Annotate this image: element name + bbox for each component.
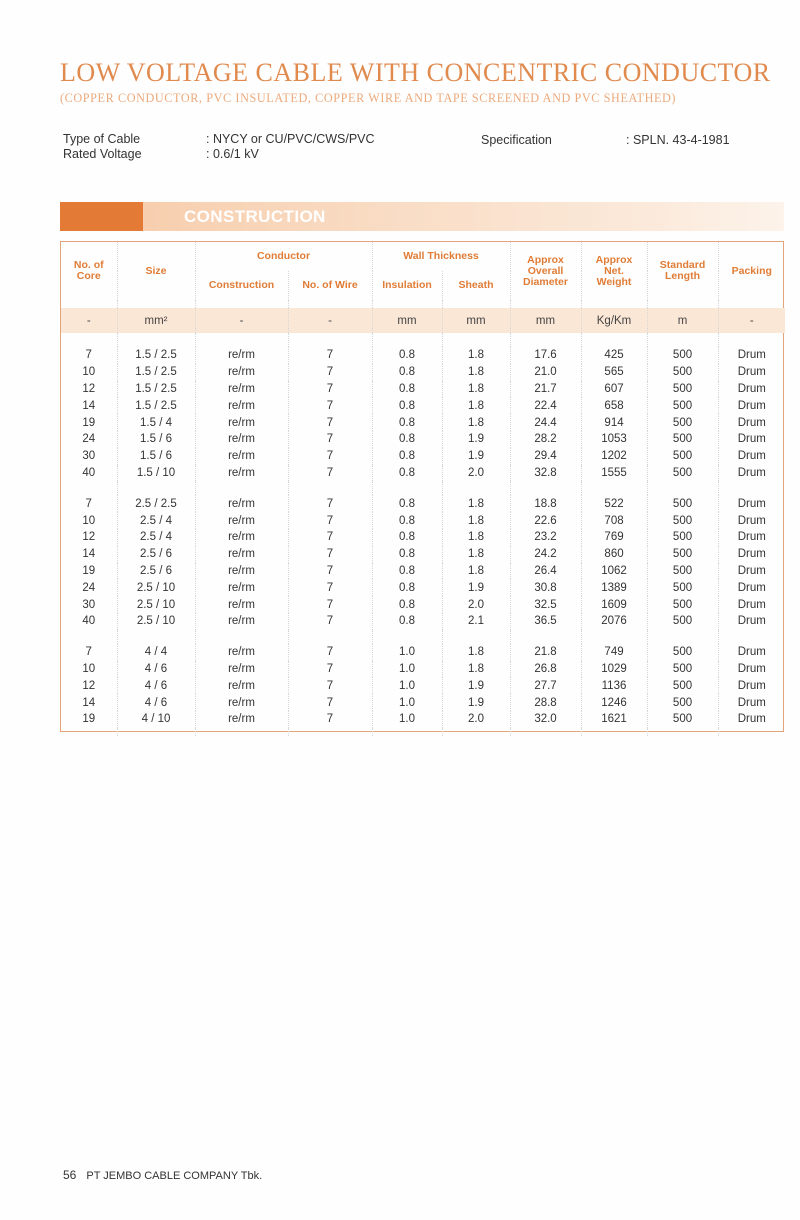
table-cell: 1.0 — [372, 694, 442, 711]
table-cell: 914 — [581, 414, 647, 431]
table-cell: 500 — [647, 495, 718, 512]
specification-value: : SPLN. 43-4-1981 — [626, 133, 730, 147]
table-cell: 24 — [82, 581, 96, 594]
table-cell: 1.5 / 4 — [117, 414, 195, 431]
table-cell: 7 — [288, 414, 372, 431]
table-cell: re/rm — [195, 364, 288, 381]
table-cell: 7 — [288, 512, 372, 529]
table-cell: 7 — [288, 465, 372, 482]
table-cell: 1389 — [581, 579, 647, 596]
table-cell: 1.5 / 2.5 — [117, 397, 195, 414]
table-cell: Drum — [718, 347, 785, 364]
table-cell: 1.5 / 2.5 — [117, 347, 195, 364]
table-cell: 500 — [647, 364, 718, 381]
table-cell: Drum — [718, 495, 785, 512]
table-row — [61, 381, 785, 398]
table-cell: 2.5 / 4 — [117, 529, 195, 546]
table-cell: re/rm — [195, 347, 288, 364]
table-cell: 40 — [82, 466, 96, 479]
table-cell: re/rm — [195, 563, 288, 580]
table-row — [61, 465, 785, 482]
table-cell: Drum — [718, 512, 785, 529]
table-cell: 7 — [288, 347, 372, 364]
table-cell: 0.8 — [372, 579, 442, 596]
header-packing: Packing — [718, 242, 785, 300]
header-wall-thickness: Wall Thickness — [372, 242, 510, 271]
construction-table — [61, 242, 785, 736]
type-of-cable-value: : NYCY or CU/PVC/CWS/PVC — [206, 132, 375, 146]
table-cell: 18.8 — [510, 495, 581, 512]
unit-cell: mm — [510, 308, 581, 333]
table-cell: re/rm — [195, 512, 288, 529]
table-cell: 21.0 — [510, 364, 581, 381]
table-cell: 32.5 — [510, 596, 581, 613]
table-cell: 12 — [82, 382, 96, 395]
table-cell: 7 — [85, 349, 92, 362]
table-cell: 0.8 — [372, 364, 442, 381]
table-cell: Drum — [718, 694, 785, 711]
table-cell: 28.2 — [510, 431, 581, 448]
table-cell: 2.5 / 10 — [117, 596, 195, 613]
table-cell: 500 — [647, 397, 718, 414]
page-number: 56 — [63, 1168, 77, 1182]
table-row — [61, 613, 785, 630]
table-cell: 2.5 / 10 — [117, 613, 195, 630]
table-cell: 7 — [85, 646, 92, 659]
table-cell: 1.8 — [442, 397, 510, 414]
table-cell: 1.5 / 2.5 — [117, 381, 195, 398]
table-cell: Drum — [718, 397, 785, 414]
table-cell: 1.8 — [442, 347, 510, 364]
table-cell: Drum — [718, 414, 785, 431]
table-cell: 1.0 — [372, 711, 442, 728]
row-spacer — [61, 630, 785, 644]
table-cell: 23.2 — [510, 529, 581, 546]
table-cell: Drum — [718, 364, 785, 381]
table-cell: 0.8 — [372, 563, 442, 580]
table-cell: 1.5 / 10 — [117, 465, 195, 482]
table-cell: 708 — [581, 512, 647, 529]
table-row — [61, 529, 785, 546]
unit-cell: m — [647, 308, 718, 333]
table-cell: 7 — [85, 497, 92, 510]
table-row — [61, 397, 785, 414]
table-row — [61, 563, 785, 580]
table-row — [61, 694, 785, 711]
table-cell: 24 — [82, 433, 96, 446]
table-cell: re/rm — [195, 465, 288, 482]
table-cell: 7 — [288, 579, 372, 596]
table-cell: 28.8 — [510, 694, 581, 711]
row-spacer — [61, 481, 785, 495]
table-body — [61, 300, 785, 736]
table-cell: 1202 — [581, 448, 647, 465]
table-cell: 1.8 — [442, 529, 510, 546]
table-cell: 40 — [82, 615, 96, 628]
table-cell: 0.8 — [372, 431, 442, 448]
table-cell: re/rm — [195, 677, 288, 694]
table-cell: 1555 — [581, 465, 647, 482]
table-cell: 0.8 — [372, 465, 442, 482]
header-conductor: Conductor — [195, 242, 372, 271]
unit-cell: - — [195, 308, 288, 333]
table-cell: 14 — [82, 696, 96, 709]
table-row — [61, 448, 785, 465]
table-cell: 0.8 — [372, 397, 442, 414]
table-cell: 1.5 / 6 — [117, 431, 195, 448]
table-cell: Drum — [718, 381, 785, 398]
table-cell: 1029 — [581, 661, 647, 678]
table-row — [61, 364, 785, 381]
table-cell: re/rm — [195, 694, 288, 711]
table-cell: 2.0 — [442, 465, 510, 482]
header-construction: Construction — [195, 271, 288, 300]
header-sheath: Sheath — [442, 271, 510, 300]
table-cell: re/rm — [195, 414, 288, 431]
table-cell: Drum — [718, 563, 785, 580]
table-cell: 1.0 — [372, 644, 442, 661]
table-cell: 500 — [647, 546, 718, 563]
table-cell: 1.0 — [372, 661, 442, 678]
table-cell: Drum — [718, 644, 785, 661]
table-cell: 2.5 / 2.5 — [117, 495, 195, 512]
table-cell: re/rm — [195, 596, 288, 613]
table-cell: 425 — [581, 347, 647, 364]
table-cell: re/rm — [195, 529, 288, 546]
page-footer — [63, 1168, 262, 1182]
table-row — [61, 579, 785, 596]
table-cell: 2076 — [581, 613, 647, 630]
table-cell: Drum — [718, 661, 785, 678]
table-cell: re/rm — [195, 613, 288, 630]
table-cell: 0.8 — [372, 512, 442, 529]
table-cell: Drum — [718, 546, 785, 563]
table-cell: 7 — [288, 431, 372, 448]
table-cell: 12 — [82, 679, 96, 692]
header-no-of-core: No. of Core — [73, 259, 104, 282]
table-cell: 7 — [288, 711, 372, 728]
table-cell: re/rm — [195, 579, 288, 596]
table-cell: 14 — [82, 399, 96, 412]
table-cell: 7 — [288, 644, 372, 661]
rated-voltage-value: : 0.6/1 kV — [206, 147, 259, 161]
table-cell: 1.8 — [442, 512, 510, 529]
table-cell: 36.5 — [510, 613, 581, 630]
table-cell: 500 — [647, 448, 718, 465]
table-cell: 7 — [288, 613, 372, 630]
table-cell: Drum — [718, 613, 785, 630]
table-cell: 7 — [288, 546, 372, 563]
table-cell: 2.5 / 6 — [117, 546, 195, 563]
table-cell: 7 — [288, 661, 372, 678]
table-cell: 7 — [288, 596, 372, 613]
table-cell: 500 — [647, 677, 718, 694]
table-cell: 1062 — [581, 563, 647, 580]
table-cell: 30.8 — [510, 579, 581, 596]
table-cell: 7 — [288, 694, 372, 711]
table-cell: 7 — [288, 563, 372, 580]
table-cell: 10 — [82, 366, 96, 379]
table-row — [61, 512, 785, 529]
table-cell: re/rm — [195, 546, 288, 563]
table-cell: 658 — [581, 397, 647, 414]
table-cell: 4 / 4 — [117, 644, 195, 661]
table-cell: 500 — [647, 563, 718, 580]
table-cell: 1.9 — [442, 579, 510, 596]
table-cell: 19 — [82, 564, 96, 577]
table-cell: Drum — [718, 711, 785, 728]
table-cell: 2.5 / 10 — [117, 579, 195, 596]
table-cell: 1609 — [581, 596, 647, 613]
table-cell: 1.8 — [442, 661, 510, 678]
table-cell: 29.4 — [510, 448, 581, 465]
table-cell: 500 — [647, 381, 718, 398]
table-cell: 27.7 — [510, 677, 581, 694]
table-cell: Drum — [718, 431, 785, 448]
table-cell: 500 — [647, 414, 718, 431]
row-spacer — [61, 333, 785, 347]
table-cell: 32.0 — [510, 711, 581, 728]
table-cell: 1.5 / 2.5 — [117, 364, 195, 381]
table-cell: 565 — [581, 364, 647, 381]
table-cell: 1621 — [581, 711, 647, 728]
table-cell: 1.8 — [442, 546, 510, 563]
company-name: PT JEMBO CABLE COMPANY Tbk. — [86, 1170, 263, 1182]
table-cell: 24.2 — [510, 546, 581, 563]
table-cell: 12 — [82, 531, 96, 544]
table-cell: 500 — [647, 596, 718, 613]
table-cell: 500 — [647, 579, 718, 596]
table-cell: 26.8 — [510, 661, 581, 678]
table-cell: 2.0 — [442, 711, 510, 728]
table-cell: Drum — [718, 448, 785, 465]
table-cell: 1.8 — [442, 414, 510, 431]
table-cell: 607 — [581, 381, 647, 398]
table-cell: 769 — [581, 529, 647, 546]
table-cell: 1.5 / 6 — [117, 448, 195, 465]
table-row — [61, 661, 785, 678]
table-cell: 0.8 — [372, 613, 442, 630]
table-cell: 1.8 — [442, 381, 510, 398]
table-cell: 19 — [82, 416, 96, 429]
section-title: CONSTRUCTION — [184, 207, 326, 226]
header-overall-diameter: Approx Overall Diameter — [510, 242, 581, 300]
table-cell: re/rm — [195, 448, 288, 465]
unit-cell: Kg/Km — [581, 308, 647, 333]
table-row — [61, 711, 785, 728]
table-cell: 1.8 — [442, 495, 510, 512]
table-row — [61, 644, 785, 661]
table-cell: 1.8 — [442, 644, 510, 661]
table-cell: re/rm — [195, 397, 288, 414]
table-cell: 1136 — [581, 677, 647, 694]
table-cell: 4 / 10 — [117, 711, 195, 728]
table-cell: 10 — [82, 662, 96, 675]
table-cell: 500 — [647, 694, 718, 711]
table-cell: 500 — [647, 431, 718, 448]
unit-cell: - — [718, 308, 785, 333]
table-cell: 500 — [647, 661, 718, 678]
table-cell: 17.6 — [510, 347, 581, 364]
table-cell: 2.5 / 4 — [117, 512, 195, 529]
section-banner — [60, 202, 784, 231]
table-cell: 1.9 — [442, 448, 510, 465]
table-cell: Drum — [718, 529, 785, 546]
unit-cell: - — [61, 308, 117, 333]
table-cell: 7 — [288, 364, 372, 381]
table-cell: Drum — [718, 596, 785, 613]
header-standard-length: Standard Length — [647, 242, 718, 300]
table-row — [61, 431, 785, 448]
table-cell: re/rm — [195, 381, 288, 398]
rated-voltage-label: Rated Voltage — [63, 147, 142, 161]
type-of-cable-label: Type of Cable — [63, 132, 141, 146]
row-spacer — [61, 300, 785, 308]
table-cell: re/rm — [195, 711, 288, 728]
unit-cell: mm — [372, 308, 442, 333]
table-cell: 500 — [647, 644, 718, 661]
table-cell: 0.8 — [372, 381, 442, 398]
table-cell: re/rm — [195, 495, 288, 512]
table-cell: 0.8 — [372, 495, 442, 512]
table-cell: 7 — [288, 448, 372, 465]
units-row — [61, 308, 785, 333]
table-cell: Drum — [718, 465, 785, 482]
table-row — [61, 414, 785, 431]
table-cell: 0.8 — [372, 414, 442, 431]
table-cell: re/rm — [195, 661, 288, 678]
table-cell: 26.4 — [510, 563, 581, 580]
table-cell: 500 — [647, 711, 718, 728]
table-cell: 2.0 — [442, 596, 510, 613]
table-cell: 22.4 — [510, 397, 581, 414]
banner-accent-block — [60, 202, 143, 231]
table-cell: 500 — [647, 529, 718, 546]
header-size: Size — [117, 242, 195, 300]
table-cell: 500 — [647, 512, 718, 529]
table-cell: 22.6 — [510, 512, 581, 529]
table-row — [61, 347, 785, 364]
table-cell: 500 — [647, 613, 718, 630]
header-insulation: Insulation — [372, 271, 442, 300]
table-cell: 4 / 6 — [117, 677, 195, 694]
unit-cell: - — [288, 308, 372, 333]
table-cell: 7 — [288, 529, 372, 546]
table-cell: 21.8 — [510, 644, 581, 661]
table-cell: 0.8 — [372, 347, 442, 364]
table-cell: 1246 — [581, 694, 647, 711]
table-cell: 30 — [82, 450, 96, 463]
table-cell: 1.9 — [442, 431, 510, 448]
table-cell: Drum — [718, 677, 785, 694]
table-cell: 0.8 — [372, 529, 442, 546]
table-row — [61, 495, 785, 512]
table-cell: 1.9 — [442, 694, 510, 711]
table-cell: 4 / 6 — [117, 661, 195, 678]
table-cell: 1053 — [581, 431, 647, 448]
table-cell: 19 — [82, 713, 96, 726]
table-cell: 21.7 — [510, 381, 581, 398]
table-row — [61, 677, 785, 694]
table-cell: 7 — [288, 677, 372, 694]
specification-label: Specification — [481, 133, 552, 147]
unit-cell: mm — [442, 308, 510, 333]
table-cell: 1.9 — [442, 677, 510, 694]
table-cell: 4 / 6 — [117, 694, 195, 711]
page-title: LOW VOLTAGE CABLE WITH CONCENTRIC CONDUCTOR — [60, 58, 771, 87]
table-cell: 860 — [581, 546, 647, 563]
table-cell: 522 — [581, 495, 647, 512]
table-cell: 0.8 — [372, 596, 442, 613]
table-cell: 7 — [288, 495, 372, 512]
header-no-of-wire: No. of Wire — [288, 271, 372, 300]
table-cell: 749 — [581, 644, 647, 661]
table-cell: 30 — [82, 598, 96, 611]
table-cell: 10 — [82, 514, 96, 527]
table-cell: 24.4 — [510, 414, 581, 431]
table-cell: 500 — [647, 465, 718, 482]
table-cell: 500 — [647, 347, 718, 364]
table-cell: re/rm — [195, 431, 288, 448]
table-cell: 7 — [288, 381, 372, 398]
table-cell: 1.8 — [442, 563, 510, 580]
table-cell: 14 — [82, 548, 96, 561]
table-cell: re/rm — [195, 644, 288, 661]
table-cell: 2.5 / 6 — [117, 563, 195, 580]
page-subtitle: (COPPER CONDUCTOR, PVC INSULATED, COPPER WIRE AND TAPE SCREENED AND PVC SHEATHED) — [60, 91, 677, 105]
table-row — [61, 596, 785, 613]
table-cell: 1.8 — [442, 364, 510, 381]
table-cell: 7 — [288, 397, 372, 414]
table-cell: 0.8 — [372, 546, 442, 563]
header-net-weight: Approx Net. Weight — [581, 242, 647, 300]
construction-table-frame — [60, 241, 784, 732]
table-cell: Drum — [718, 579, 785, 596]
table-cell: 1.0 — [372, 677, 442, 694]
table-cell: 0.8 — [372, 448, 442, 465]
table-cell: 32.8 — [510, 465, 581, 482]
unit-cell: mm² — [117, 308, 195, 333]
row-spacer — [61, 728, 785, 736]
table-row — [61, 546, 785, 563]
table-cell: 2.1 — [442, 613, 510, 630]
